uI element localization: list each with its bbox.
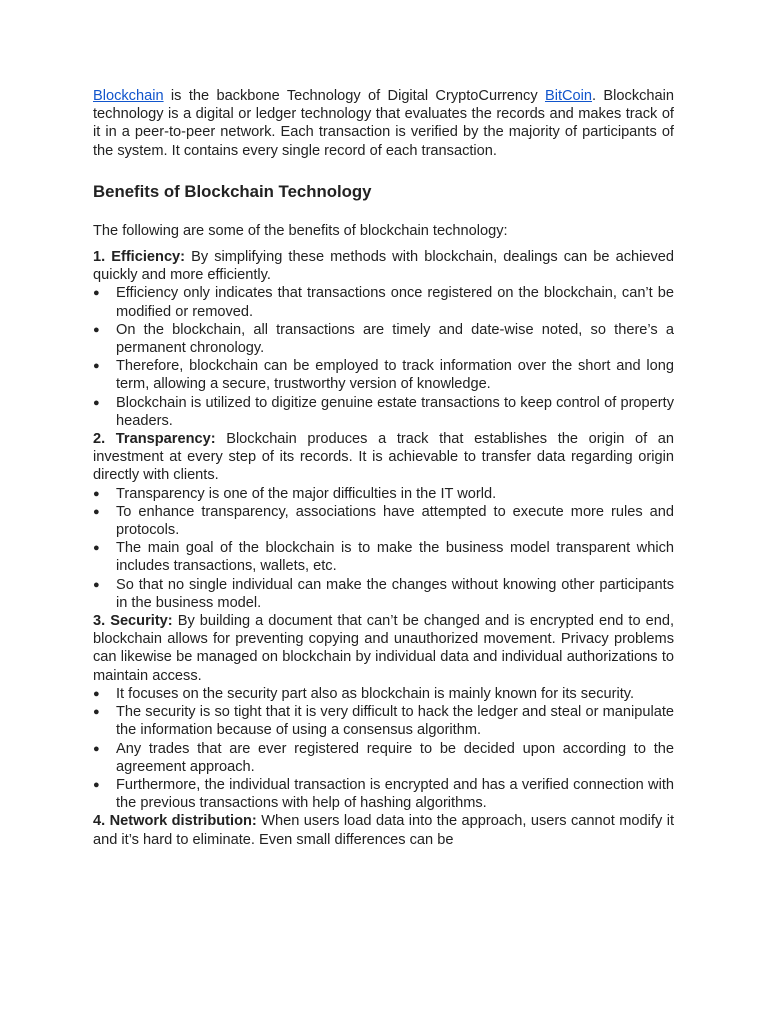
list-item: ● To enhance transparency, associations have attempted to execute more rules and protocols. — [93, 503, 674, 539]
list-item: ● Furthermore, the individual transaction is encrypted and has a verified connection with the previous transactions with help of hashing algorithms. — [93, 776, 674, 812]
list-item: ● Blockchain is utilized to digitize genuine estate transactions to keep control of property headers. — [93, 394, 674, 429]
list-item: ● The main goal of the blockchain is to make the business model transparent which includes transactions, wallets, etc. — [93, 540, 674, 575]
benefit-label: 4. Network distribution: — [93, 813, 257, 830]
bullet-icon: ● — [93, 360, 100, 373]
intro-text-2: . Blockchain technology is a digital or ledger technology that evaluates the records and makes track of it in a peer-to-peer network. Each transaction is verified by the majority of participants of the system. It contains every single record of each transaction. — [93, 88, 675, 159]
document-page — [93, 87, 674, 849]
bitcoin-link[interactable]: BitCoin — [544, 88, 593, 104]
benefit-efficiency — [93, 248, 674, 284]
transparency-bullets — [93, 485, 674, 612]
benefit-label: 1. Efficiency: — [93, 249, 186, 266]
bullet-icon: ● — [93, 505, 100, 518]
list-item: ● So that no single individual can make the changes without knowing other participants in the business model. — [93, 576, 674, 611]
lead-paragraph: The following are some of the benefits of blockchain technology: — [93, 222, 508, 239]
benefit-security — [93, 612, 674, 685]
bullet-icon: ● — [93, 578, 100, 591]
list-item: ● The security is so tight that it is very difficult to hack the ledger and steal or manipulate the information because of using a consensus algorithm. — [93, 704, 674, 739]
section-heading: Benefits of Blockchain Technology — [93, 181, 372, 201]
benefit-transparency — [93, 430, 674, 485]
benefit-label: 3. Security: — [93, 613, 173, 630]
benefit-label: 2. Transparency: — [93, 431, 216, 448]
bullet-icon: ● — [93, 323, 100, 336]
list-item: ● Any trades that are ever registered require to be decided upon according to the agreement approach. — [93, 740, 674, 775]
bullet-icon: ● — [93, 487, 100, 500]
intro-text-1: is the backbone Technology of Digital CryptoCurrency — [163, 88, 545, 104]
benefit-text: When users load data into the approach, users cannot modify it and it’s hard to eliminate. Even small differences can be — [93, 813, 675, 848]
list-item: ● Therefore, blockchain can be employed to track information over the short and long term, allowing a secure, trustworthy version of knowledge. — [93, 358, 674, 393]
benefit-text: By simplifying these methods with blockchain, dealings can be achieved quickly and more efficiently. — [93, 249, 674, 284]
efficiency-bullets — [93, 284, 674, 430]
list-item: ● Transparency is one of the major difficulties in the IT world. — [93, 485, 497, 502]
bullet-icon: ● — [93, 687, 100, 700]
blockchain-link[interactable]: Blockchain — [93, 88, 164, 104]
security-bullets — [93, 685, 674, 812]
bullet-icon: ● — [93, 396, 100, 409]
intro-paragraph — [93, 87, 674, 160]
benefit-text: By building a document that can’t be changed and is encrypted end to end, blockchain allows for preventing copying and unauthorized movement. Privacy problems can likewise be managed on blockchain by individual data and individual authorizations to maintain access. — [93, 613, 675, 684]
bullet-icon: ● — [93, 706, 100, 719]
bullet-icon: ● — [93, 742, 100, 755]
list-item: ● Efficiency only indicates that transactions once registered on the blockchain, can’t be modified or removed. — [93, 285, 674, 320]
list-item: ● It focuses on the security part also as blockchain is mainly known for its security. — [93, 685, 635, 702]
bullet-icon: ● — [93, 542, 100, 555]
bullet-icon: ● — [93, 287, 100, 300]
benefit-network-distribution — [93, 812, 674, 848]
list-item: ● On the blockchain, all transactions are timely and date-wise noted, so there’s a permanent chronology. — [93, 321, 674, 357]
bullet-icon: ● — [93, 778, 100, 791]
benefit-text: Blockchain produces a track that establishes the origin of an investment at every step of its records. It is achievable to transfer data regarding origin directly with clients. — [93, 431, 674, 484]
